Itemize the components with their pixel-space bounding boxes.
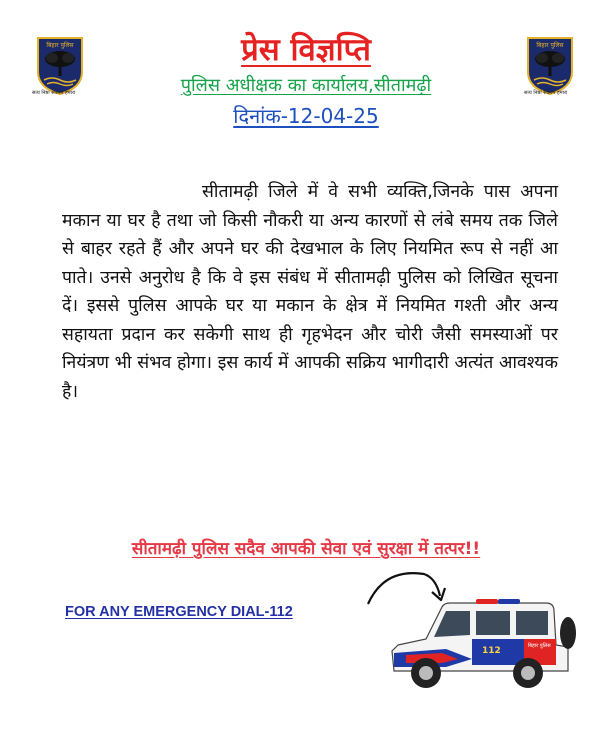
emergency-notice [65, 604, 293, 620]
police-jeep-icon [386, 595, 578, 691]
date-text: दिनांक-12-04-25 [233, 104, 379, 128]
logo-caption-left: सत्य निष्ठा संकल्प हमारा [32, 90, 76, 96]
release-date [0, 102, 612, 129]
svg-text:बिहार पुलिस: बिहार पुलिस [536, 42, 564, 49]
logo-caption-right: सत्य निष्ठा संकल्प हमारा [524, 90, 568, 96]
office-subtitle [0, 73, 612, 97]
body-paragraph: सीतामढ़ी जिले में वे सभी व्यक्ति,जिनके पास अपना मकान या घर है तथा जो किसी नौकरी या अन्य कारणों से लंबे समय तक जिले से बाहर रहते हैं और अपने घर की देखभाल के लिए नियमित रूप से नहीं आ पाते। उनसे अनुरोध है कि वे इस संबंध में सीतामढ़ी पुलिस को लिखित सूचना दें। इससे पुलिस आपके घर या मकान के क्षेत्र में नियमित गश्ती और अन्य सहायता प्रदान कर सकेगी साथ ही गृहभेदन और चोरी जैसी समस्याओं पर नियंत्रण भी संभव होगा। इस कार्य में आपकी सक्रिय भागीदारी अत्यंत आवश्यक है। [62, 182, 558, 402]
jeep-badge: 112 [482, 646, 501, 656]
jeep-door-text: बिहार पुलिस [528, 643, 551, 649]
subtitle-text: पुलिस अधीक्षक का कार्यालय,सीतामढ़ी [180, 75, 432, 96]
press-release-title [0, 28, 612, 70]
police-slogan [0, 536, 612, 559]
svg-text:बिहार पुलिस: बिहार पुलिस [46, 42, 74, 49]
emergency-text: FOR ANY EMERGENCY DIAL-112 [65, 604, 293, 620]
slogan-text: सीतामढ़ी पुलिस सदैव आपकी सेवा एवं सुरक्षा में तत्पर!! [131, 539, 481, 559]
title-text: प्रेस विज्ञप्ति [241, 32, 371, 68]
